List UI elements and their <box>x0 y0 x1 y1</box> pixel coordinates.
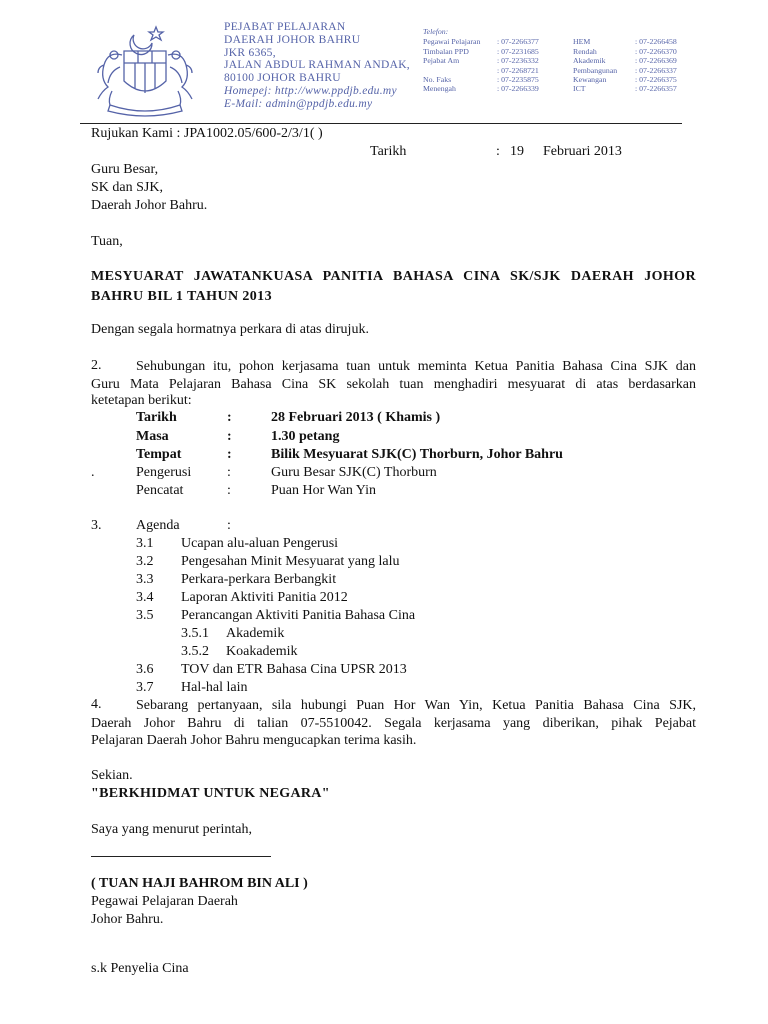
detail-label: Pencatat <box>136 483 184 498</box>
paragraph-1: Dengan segala hormatnya perkara di atas dirujuk. <box>91 322 369 337</box>
tel-dept: Akademik <box>573 56 606 66</box>
salutation: Tuan, <box>91 234 123 249</box>
detail-row <box>91 429 696 447</box>
tel-number: : 07-2266370 <box>635 46 677 56</box>
agenda-subitem <box>181 644 681 662</box>
tel-dept <box>423 66 497 75</box>
agenda-subitem <box>181 626 681 644</box>
tel-dept: Rendah <box>573 46 597 56</box>
agenda-item <box>136 608 636 626</box>
tel-number: : 07-2268721 <box>497 65 539 75</box>
date-label: Tarikh <box>370 144 407 159</box>
detail-label: Masa <box>136 429 169 444</box>
detail-row <box>91 410 696 428</box>
reference-number: Rujukan Kami : JPA1002.05/600-2/3/1( ) <box>91 126 323 141</box>
tel-dept: No. Faks <box>423 75 452 85</box>
telephone-directory <box>423 27 695 94</box>
detail-value: Guru Besar SJK(C) Thorburn <box>271 465 437 480</box>
agenda-item <box>136 536 636 554</box>
agenda-item <box>136 680 636 698</box>
agenda-item <box>136 554 636 572</box>
telephone-row <box>423 47 695 56</box>
tel-number: : 07-2266458 <box>635 37 677 47</box>
detail-value: 28 Februari 2013 ( Khamis ) <box>271 410 441 425</box>
tel-dept: Pegawai Pelajaran <box>423 37 481 47</box>
signatory-title: Pegawai Pelajaran Daerah <box>91 894 238 909</box>
recipient-line: SK dan SJK, <box>91 180 163 195</box>
telephone-row <box>423 37 695 46</box>
tel-dept: HEM <box>573 37 591 47</box>
paragraph-4-line: Sebarang pertanyaan, sila hubungi Puan Hor Wan Yin, Ketua Panitia Bahasa Cina SJK, <box>136 698 696 713</box>
paragraph-2-line: Sehubungan itu, pohon kerjasama tuan untuk meminta Ketua Panitia Bahasa Cina SJK dan <box>136 359 696 374</box>
paragraph-4-line: Pelajaran Daerah Johor Bahru mengucapkan terima kasih. <box>91 733 417 748</box>
detail-value: 1.30 petang <box>271 429 340 444</box>
tel-dept: Timbalan PPD <box>423 46 469 56</box>
subject-line: BAHRU BIL 1 TAHUN 2013 <box>91 289 272 304</box>
detail-row <box>91 447 696 465</box>
tel-dept: ICT <box>573 84 586 94</box>
detail-separator: : <box>227 410 232 425</box>
telephone-row <box>423 84 695 93</box>
agenda-text: Koakademik <box>226 644 298 659</box>
coat-of-arms-logo <box>90 21 200 117</box>
agenda-text: Hal-hal lain <box>181 680 248 695</box>
agenda-item <box>136 572 636 590</box>
signatory-name: ( TUAN HAJI BAHROM BIN ALI ) <box>91 876 308 891</box>
agenda-number: 3.5 <box>136 608 154 623</box>
agenda-text: Ucapan alu-aluan Pengerusi <box>181 536 339 551</box>
detail-separator: : <box>227 483 231 498</box>
agenda-number: 3.1 <box>136 536 154 551</box>
sign-intro: Saya yang menurut perintah, <box>91 822 252 837</box>
tel-dept: Kewangan <box>573 75 607 85</box>
recipient-line: Daerah Johor Bahru. <box>91 198 208 213</box>
agenda-text: TOV dan ETR Bahasa Cina UPSR 2013 <box>181 662 407 677</box>
paragraph-4-line: Daerah Johor Bahru di talian 07-5510042. Segala kerjasama yang diberikan, pihak Pejabat <box>91 716 696 731</box>
motto: "BERKHIDMAT UNTUK NEGARA" <box>91 786 330 801</box>
tel-dept: Pembangunan <box>573 65 618 75</box>
detail-separator: : <box>227 429 232 444</box>
agenda-text: Perancangan Aktiviti Panitia Bahasa Cina <box>181 608 416 623</box>
date-separator: : <box>496 144 500 159</box>
tel-dept: Menengah <box>423 84 456 94</box>
paragraph-2-line: ketetapan berikut: <box>91 393 192 408</box>
paragraph-2-line: Guru Mata Pelajaran Bahasa Cina SK sekolah tuan menghadiri mesyuarat di atas berdasarkan <box>91 377 696 392</box>
agenda-number: 3.5.2 <box>181 644 209 659</box>
office-line: JALAN ABDUL RAHMAN ANDAK, <box>224 59 410 72</box>
signatory-title: Johor Bahru. <box>91 912 164 927</box>
detail-separator: : <box>227 465 231 480</box>
detail-label: Tarikh <box>136 410 177 425</box>
tel-number: : 07-2266375 <box>635 75 677 85</box>
telephone-heading: Telefon: <box>423 27 449 36</box>
office-line: PEJABAT PELAJARAN <box>224 21 346 33</box>
telephone-row <box>423 66 695 75</box>
agenda-text: Laporan Aktiviti Panitia 2012 <box>181 590 348 605</box>
agenda-item <box>136 590 636 608</box>
tel-number: : 07-2235875 <box>497 75 539 85</box>
tel-number: : 07-2266369 <box>635 56 677 66</box>
letter-date <box>370 144 622 160</box>
agenda-text: Pengesahan Minit Mesyuarat yang lalu <box>181 554 400 569</box>
tel-number: : 07-2266337 <box>635 65 677 75</box>
office-line: 80100 JOHOR BAHRU <box>224 72 341 85</box>
telephone-row <box>423 56 695 65</box>
paragraph-number: 4. <box>91 697 102 712</box>
office-address <box>224 21 410 111</box>
detail-row <box>91 483 696 501</box>
letterhead <box>88 17 677 121</box>
paragraph-number: 3. <box>91 518 102 533</box>
detail-value: Bilik Mesyuarat SJK(C) Thorburn, Johor Bahru <box>271 447 563 462</box>
agenda-number: 3.7 <box>136 680 154 695</box>
detail-separator: : <box>227 447 232 462</box>
tel-number: : 07-2266357 <box>635 84 677 94</box>
closing: Sekian. <box>91 768 133 783</box>
detail-label: Pengerusi <box>136 465 192 480</box>
recipient-line: Guru Besar, <box>91 162 159 177</box>
email-link[interactable]: E-Mail: admin@ppdjb.edu.my <box>224 97 373 110</box>
agenda-number: 3.3 <box>136 572 154 587</box>
subject-line: MESYUARAT JAWATANKUASA PANITIA BAHASA CINA SK/SJK DAERAH JOHOR <box>91 269 696 284</box>
telephone-row <box>423 75 695 84</box>
agenda-number: 3.4 <box>136 590 154 605</box>
tel-dept: Pejabat Am <box>423 56 460 66</box>
agenda-number: 3.5.1 <box>181 626 209 641</box>
agenda-label: Agenda <box>136 518 180 533</box>
detail-label: Tempat <box>136 447 182 462</box>
detail-prefix: . <box>91 465 95 480</box>
agenda-separator: : <box>227 518 231 533</box>
paragraph-number: 2. <box>91 358 102 373</box>
agenda-number: 3.2 <box>136 554 154 569</box>
agenda-text: Akademik <box>226 626 285 641</box>
tel-number: : 07-2266377 <box>497 37 539 47</box>
office-line: DAERAH JOHOR BAHRU <box>224 33 361 46</box>
agenda-heading <box>91 518 696 536</box>
agenda-item <box>136 662 636 680</box>
tel-number: : 07-2231685 <box>497 46 539 56</box>
detail-row <box>91 465 696 483</box>
agenda-text: Perkara-perkara Berbangkit <box>181 572 337 587</box>
tel-number: : 07-2266339 <box>497 84 539 94</box>
agenda-number: 3.6 <box>136 662 154 677</box>
date-day: 19 <box>510 144 524 159</box>
homepage-link[interactable]: Homepej: http://www.ppdjb.edu.my <box>224 84 397 97</box>
date-month-year: Februari 2013 <box>543 144 622 159</box>
detail-value: Puan Hor Wan Yin <box>271 483 377 498</box>
letterhead-divider <box>80 123 682 124</box>
carbon-copy: s.k Penyelia Cina <box>91 961 189 976</box>
signature-line <box>91 856 271 857</box>
tel-number: : 07-2236332 <box>497 56 539 66</box>
office-line: JKR 6365, <box>224 46 276 59</box>
